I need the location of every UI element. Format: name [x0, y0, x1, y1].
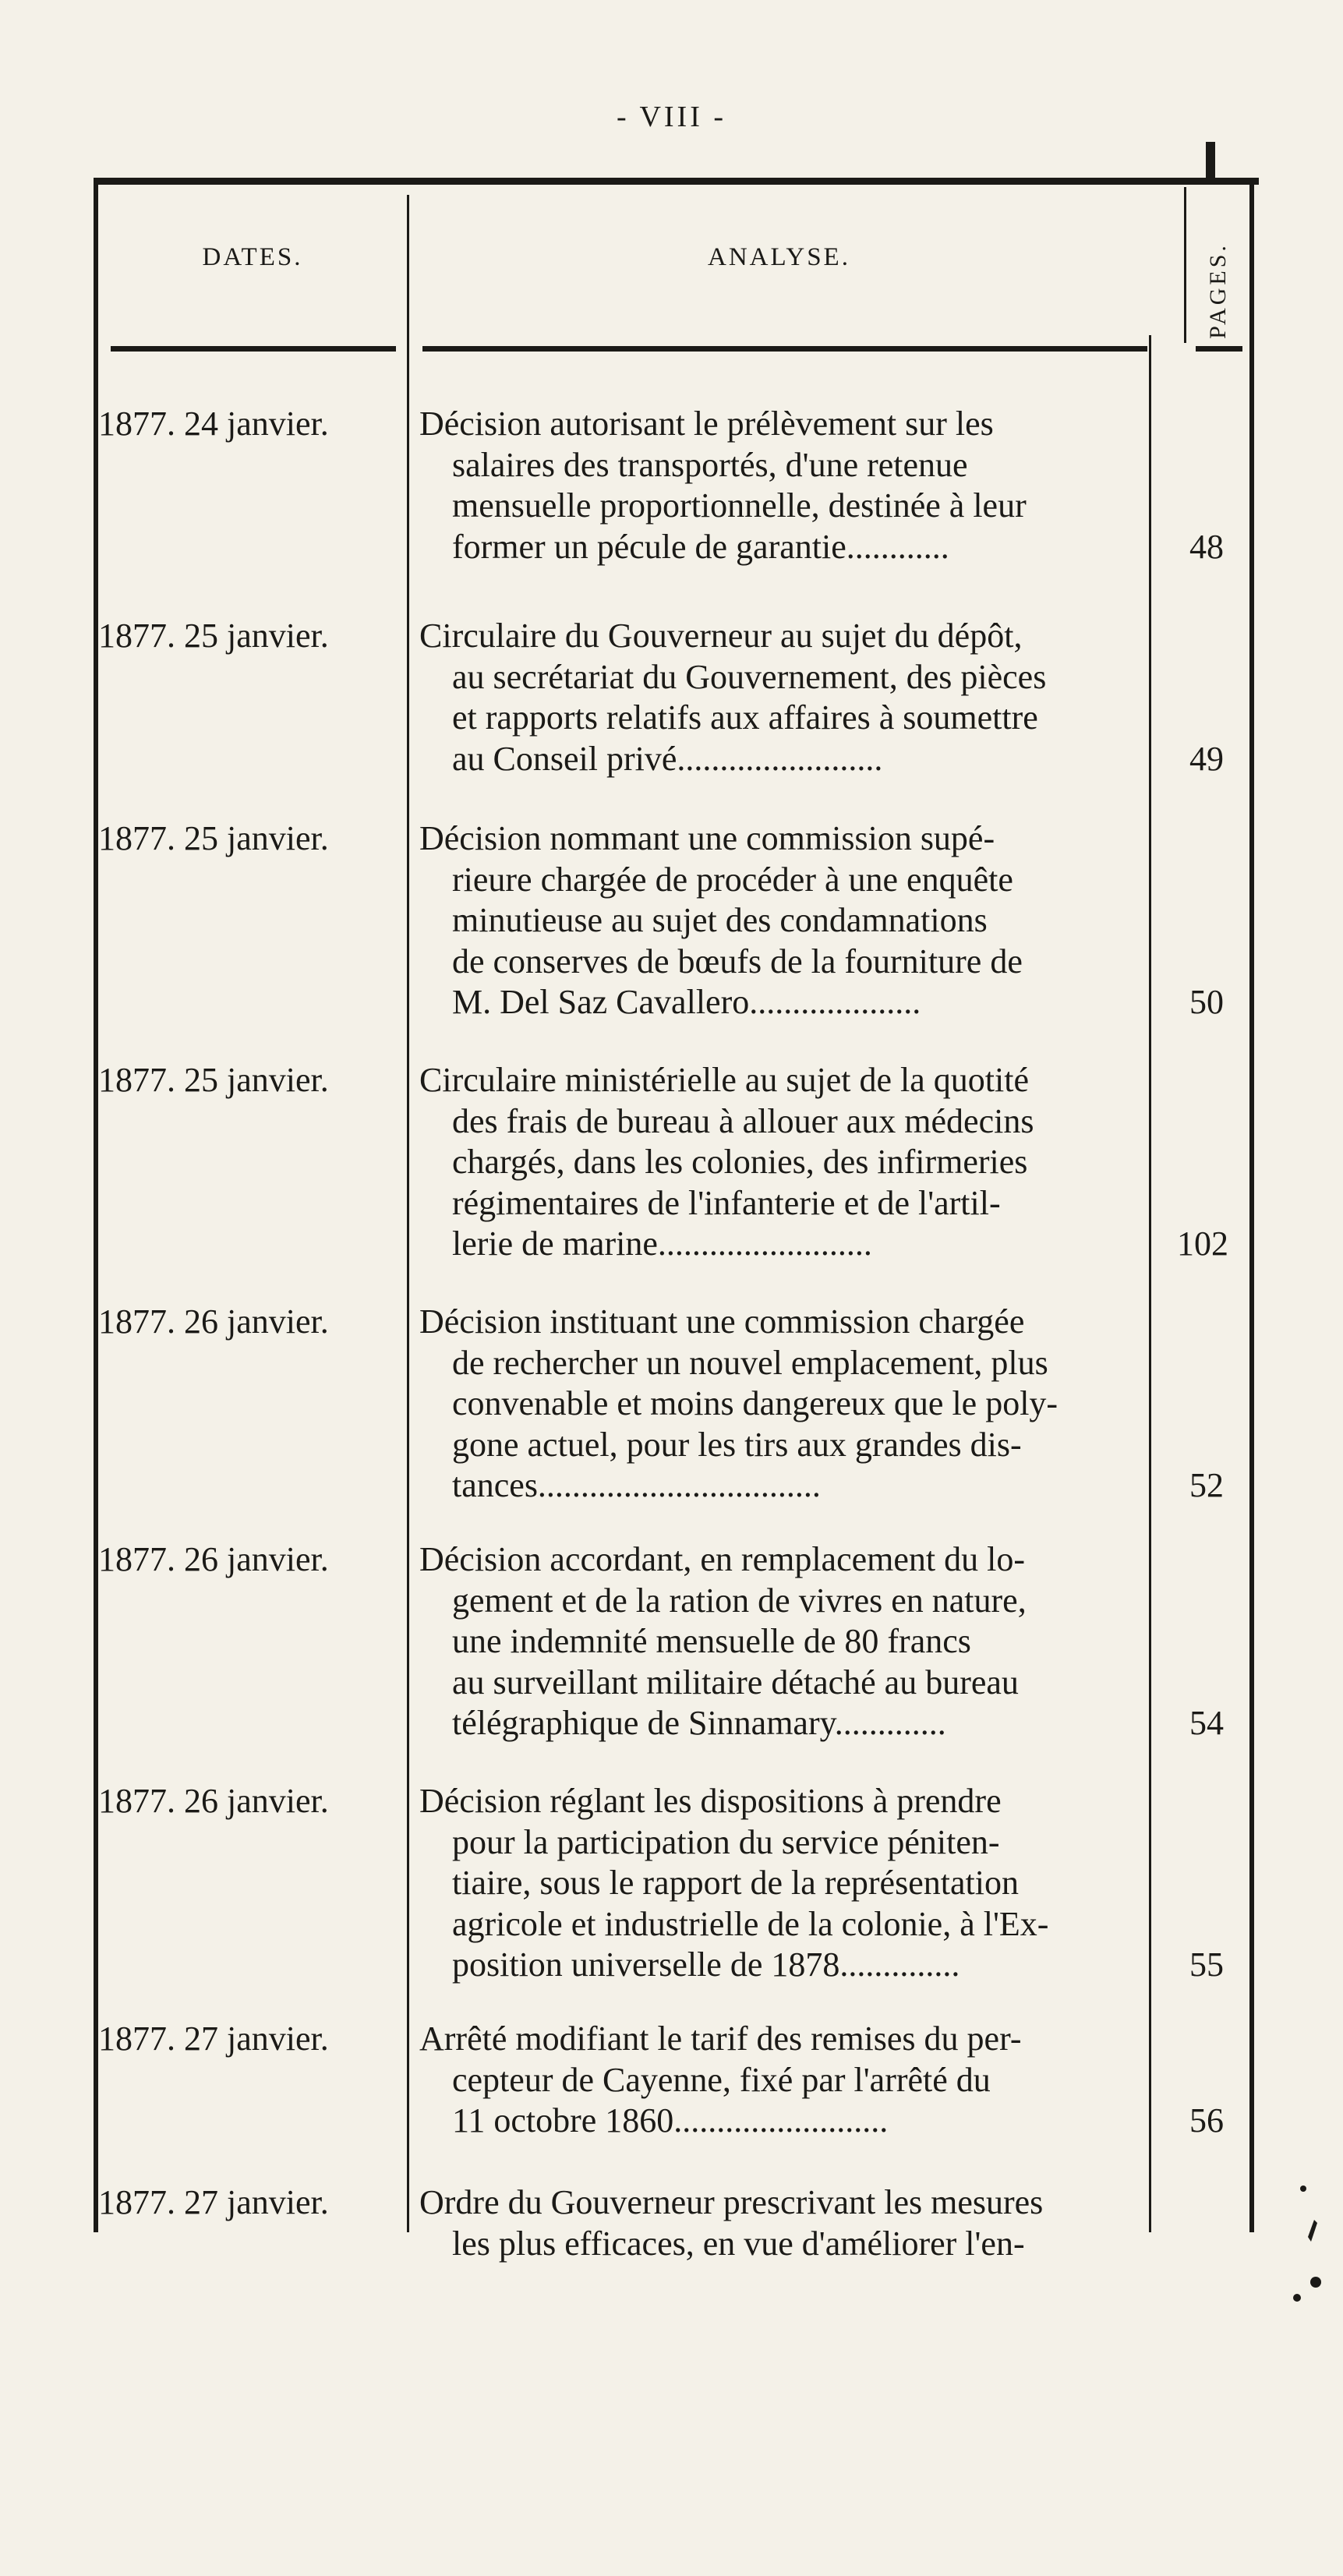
entry-date: 1877. 27 janvier.: [98, 2019, 329, 2058]
table-top-border: [94, 178, 1259, 185]
header-rule-dates: [111, 346, 396, 352]
entry-analysis-line: les plus efficaces, en vue d'améliorer l'en-: [452, 2224, 1025, 2263]
entry-page-number: 102: [1177, 1224, 1228, 1263]
entry-date: 1877. 25 janvier.: [98, 819, 329, 857]
entry-analysis-line: rieure chargée de procéder à une enquête: [452, 860, 1013, 899]
header-rule-analyse: [422, 346, 1147, 352]
entry-analysis-line: une indemnité mensuelle de 80 francs: [452, 1622, 971, 1660]
entry-analysis-line: salaires des transportés, d'une retenue: [452, 445, 968, 484]
ink-specks: [1263, 2182, 1341, 2323]
entry-date: 1877. 25 janvier.: [98, 1061, 329, 1099]
entry-analysis: [419, 616, 1160, 779]
column-divider-dates: [407, 195, 409, 2232]
entry-date: 1877. 24 janvier.: [98, 405, 329, 443]
header-pages: PAGES.: [1205, 242, 1231, 339]
entry-date: 1877. 26 janvier.: [98, 1782, 329, 1820]
entry-date: 1877. 26 janvier.: [98, 1302, 329, 1341]
entry-analysis: [419, 404, 1160, 567]
entry-analysis-line: régimentaires de l'infanterie et de l'artil-: [452, 1183, 1001, 1222]
entry-analysis-line: M. Del Saz Cavallero....................: [452, 983, 921, 1021]
entry-analysis: [419, 2019, 1160, 2142]
entry-analysis-line: Circulaire du Gouverneur au sujet du dépôt,: [419, 617, 1023, 655]
entry-analysis-line: de conserves de bœufs de la fourniture de: [452, 942, 1023, 981]
table-top-tick: [1206, 142, 1215, 181]
entry-analysis-line: Ordre du Gouverneur prescrivant les mesures: [419, 2183, 1044, 2221]
entry-analysis-line: mensuelle proportionnelle, destinée à leur: [452, 486, 1027, 525]
entry-analysis-line: au surveillant militaire détaché au bureau: [452, 1663, 1019, 1701]
entry-analysis-line: lerie de marine.........................: [452, 1224, 872, 1263]
entry-analysis-line: gone actuel, pour les tirs aux grandes dis-: [452, 1425, 1022, 1464]
entry-analysis: [419, 1302, 1160, 1507]
entry-analysis-line: position universelle de 1878..............: [452, 1945, 960, 1984]
entry-analysis-line: au secrétariat du Gouvernement, des pièces: [452, 657, 1047, 696]
entry-analysis-line: Décision accordant, en remplacement du lo-: [419, 1540, 1026, 1578]
entry-page-number: 54: [1189, 1704, 1224, 1742]
entry-analysis-line: Décision nommant une commission supé-: [419, 819, 995, 857]
entry-page-number: 49: [1189, 739, 1224, 778]
entry-analysis-line: télégraphique de Sinnamary.............: [452, 1704, 946, 1742]
entry-page-number: 52: [1189, 1466, 1224, 1504]
entry-page-number: 50: [1189, 983, 1224, 1021]
entry-analysis-line: minutieuse au sujet des condamnations: [452, 901, 988, 939]
entry-date: 1877. 26 janvier.: [98, 1540, 329, 1578]
entry-analysis-line: de rechercher un nouvel emplacement, plus: [452, 1343, 1048, 1382]
entry-analysis-line: convenable et moins dangereux que le poly-: [452, 1384, 1058, 1422]
entry-analysis-line: et rapports relatifs aux affaires à soumettre: [452, 698, 1038, 737]
entry-analysis-line: tances.................................: [452, 1466, 821, 1504]
header-analyse: ANALYSE.: [708, 243, 850, 271]
entry-analysis-line: chargés, dans les colonies, des infirmeries: [452, 1143, 1028, 1181]
entry-analysis-line: cepteur de Cayenne, fixé par l'arrêté du: [452, 2060, 991, 2099]
header-dates: DATES.: [202, 243, 303, 271]
entry-analysis: [419, 1781, 1160, 1986]
table-right-border: [1249, 181, 1254, 2232]
entry-date: 1877. 25 janvier.: [98, 617, 329, 655]
entry-analysis: [419, 1539, 1160, 1744]
entry-analysis: [419, 818, 1160, 1023]
entry-analysis-line: gement et de la ration de vivres en nature,: [452, 1581, 1027, 1620]
entry-analysis-line: pour la participation du service péniten-: [452, 1822, 1000, 1861]
entry-page-number: 48: [1189, 527, 1224, 566]
entry-analysis-line: Décision instituant une commission chargée: [419, 1302, 1025, 1341]
entry-analysis-line: former un pécule de garantie............: [452, 527, 949, 566]
entry-analysis-line: Arrêté modifiant le tarif des remises du per-: [419, 2019, 1022, 2058]
entry-analysis-line: des frais de bureau à allouer aux médecins: [452, 1101, 1034, 1140]
entry-page-number: 56: [1189, 2101, 1224, 2140]
entry-analysis-line: agricole et industrielle de la colonie, à l'Ex-: [452, 1904, 1049, 1943]
entry-analysis-line: Circulaire ministérielle au sujet de la quotité: [419, 1061, 1029, 1099]
table-left-border: [94, 181, 98, 2232]
entry-analysis: [419, 2182, 1160, 2264]
entry-analysis-line: Décision autorisant le prélèvement sur les: [419, 405, 994, 443]
column-divider-analyse-top: [1184, 187, 1186, 343]
entry-analysis-line: tiaire, sous le rapport de la représentation: [452, 1864, 1019, 1902]
entry-analysis-line: 11 octobre 1860.........................: [452, 2101, 889, 2140]
entry-analysis: [419, 1060, 1160, 1265]
entry-page-number: 55: [1189, 1945, 1224, 1984]
entry-analysis-line: au Conseil privé........................: [452, 739, 883, 778]
header-rule-pages: [1196, 346, 1242, 352]
entry-analysis-line: Décision réglant les dispositions à prendre: [419, 1782, 1002, 1820]
entry-date: 1877. 27 janvier.: [98, 2183, 329, 2221]
page-number: - VIII -: [616, 101, 727, 133]
